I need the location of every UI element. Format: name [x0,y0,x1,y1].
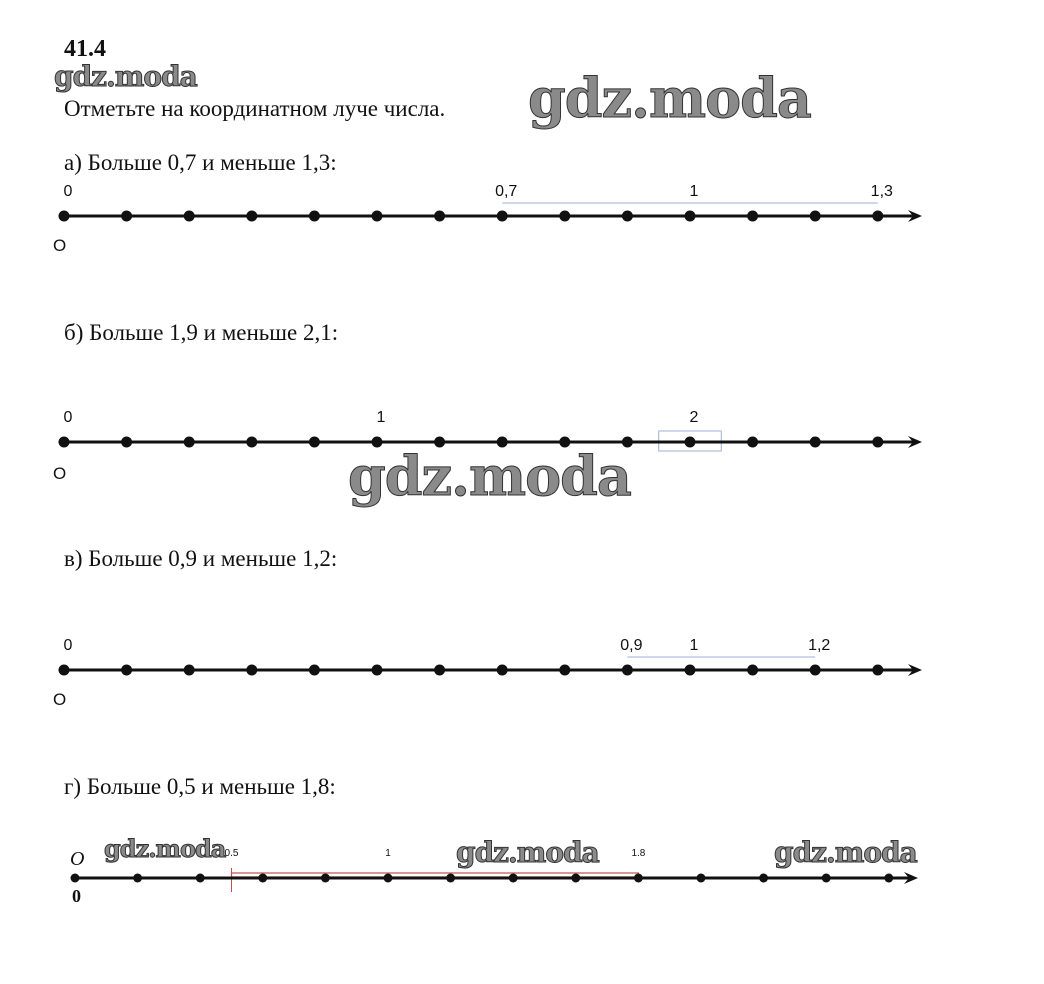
watermark-large-middle: gdz.moda [348,444,631,508]
task-c-label: в) Больше 0,9 и меньше 1,2: [64,546,338,571]
tick-dot [810,437,821,448]
tick-dot [559,211,570,222]
tick-dot [759,874,768,883]
watermark-small-center: gdz.moda [456,836,599,869]
task-c-origin-label: О [53,690,67,709]
tick-label: 0 [63,409,73,426]
tick-dot [258,874,267,883]
exercise-number: 41.4 [64,36,106,62]
watermark-large-top: gdz.moda [528,66,811,130]
tick-dot [384,874,393,883]
tick-dot [372,211,383,222]
task-a-origin-label: О [53,236,67,255]
tick-dot [121,211,132,222]
tick-dot [559,665,570,676]
tick-dot [622,665,633,676]
tick-dot [59,665,70,676]
tick-label: 1,3 [870,183,893,200]
tick-label: 2 [689,409,699,426]
tick-label: 1 [689,637,699,654]
tick-dot [246,665,257,676]
tick-label: 1,2 [808,637,831,654]
tick-dot [246,211,257,222]
tick-dot [634,874,643,883]
tick-dot [321,874,330,883]
watermark-small-right: gdz.moda [774,836,917,869]
tick-dot [309,211,320,222]
tick-dot [697,874,706,883]
tick-dot [184,437,195,448]
tick-dot [872,211,883,222]
tick-label: 0,9 [620,637,643,654]
number-line-a [0,170,1044,240]
task-d-label: г) Больше 0,5 и меньше 1,8: [64,774,336,799]
tick-dot [59,211,70,222]
tick-label: 0.5 [224,848,239,859]
tick-label: 1.8 [631,848,646,859]
watermark-small-top: gdz.moda [54,60,197,93]
task-a-label: а) Больше 0,7 и меньше 1,3: [64,150,337,175]
tick-dot [196,874,205,883]
tick-label: 0,7 [495,183,518,200]
task-b-origin-label: О [53,464,67,483]
tick-dot [571,874,580,883]
tick-dot [372,665,383,676]
tick-dot [747,665,758,676]
task-d-zero-label: 0 [72,886,81,906]
tick-dot [872,665,883,676]
tick-dot [872,437,883,448]
tick-dot [747,437,758,448]
exercise-instruction: Отметьте на координатном луче числа. [64,96,446,121]
tick-label: 0 [63,637,73,654]
tick-dot [497,211,508,222]
tick-dot [446,874,455,883]
number-line-c [0,624,1044,694]
tick-dot [434,665,445,676]
tick-dot [184,211,195,222]
tick-dot [509,874,518,883]
tick-label: 1 [689,183,699,200]
tick-dot [59,437,70,448]
tick-dot [309,665,320,676]
task-d-origin-label: O [70,848,85,870]
tick-dot [121,437,132,448]
tick-label: 0 [63,183,73,200]
tick-dot [71,874,80,883]
tick-dot [747,211,758,222]
tick-dot [309,437,320,448]
tick-dot [822,874,831,883]
tick-dot [434,211,445,222]
watermark-small-left: gdz.moda [104,834,226,863]
tick-label: 1 [376,409,386,426]
tick-dot [133,874,142,883]
tick-label: 1 [385,848,391,859]
tick-dot [497,665,508,676]
tick-dot [884,874,893,883]
tick-dot [184,665,195,676]
tick-dot [810,211,821,222]
task-b-label: б) Больше 1,9 и меньше 2,1: [64,320,339,345]
tick-dot [246,437,257,448]
tick-dot [622,211,633,222]
tick-dot [121,665,132,676]
tick-dot [685,211,696,222]
tick-dot [810,665,821,676]
tick-dot [685,437,696,448]
tick-dot [685,665,696,676]
